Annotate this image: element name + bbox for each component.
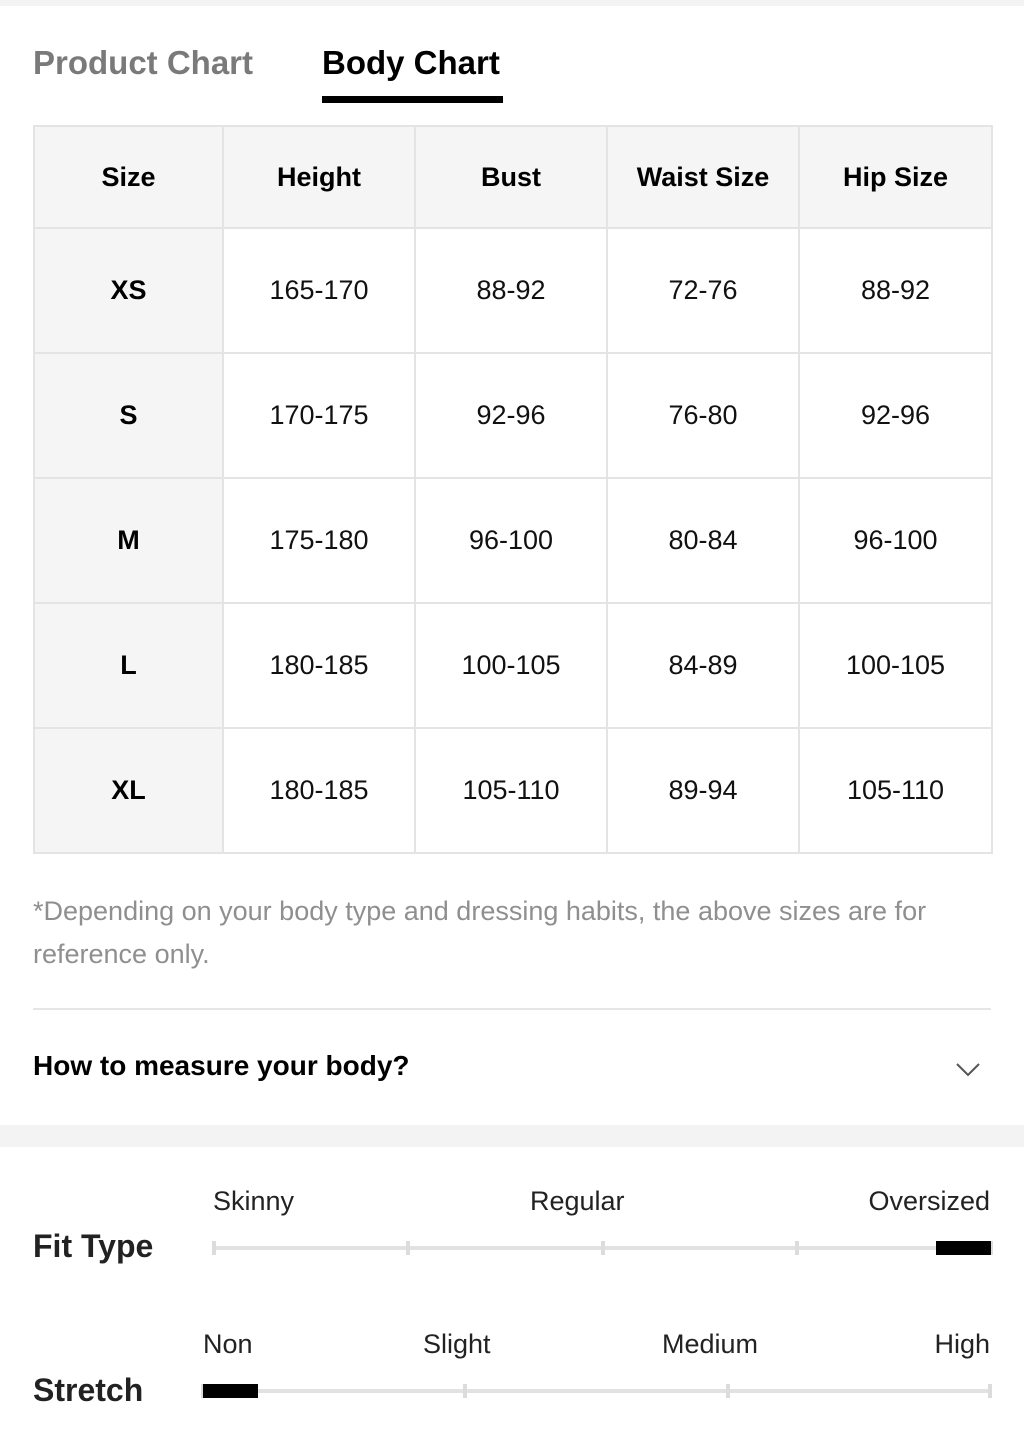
active-tab-underline [322, 96, 503, 103]
stretch-tick [726, 1384, 730, 1398]
height-cell: 175-180 [223, 478, 415, 603]
hip-cell: 96-100 [799, 478, 992, 603]
stretch-label: Stretch [33, 1372, 144, 1408]
stretch-tick [463, 1384, 467, 1398]
waist-cell: 80-84 [607, 478, 799, 603]
table-row [34, 603, 992, 728]
reference-note: *Depending on your body type and dressing habits, the above sizes are for reference only. [33, 896, 927, 969]
height-cell: 180-185 [223, 728, 415, 853]
body-size-table [33, 125, 993, 854]
fit-level-oversized: Oversized [868, 1186, 990, 1216]
stretch-track [203, 1389, 990, 1393]
tab-body-chart[interactable]: Body Chart [322, 44, 500, 81]
table-row [34, 353, 992, 478]
waist-cell: 84-89 [607, 603, 799, 728]
size-cell: M [34, 478, 223, 603]
hip-cell: 105-110 [799, 728, 992, 853]
size-cell: XS [34, 228, 223, 353]
tab-product-chart[interactable]: Product Chart [33, 44, 254, 81]
fit-type-tick [406, 1241, 410, 1255]
fit-type-indicator [936, 1241, 991, 1255]
hip-cell: 88-92 [799, 228, 992, 353]
table-header-row [34, 126, 992, 228]
divider [33, 1008, 991, 1010]
hip-cell: 92-96 [799, 353, 992, 478]
height-cell: 165-170 [223, 228, 415, 353]
header-height: Height [223, 126, 415, 228]
how-to-measure-title: How to measure your body? [33, 1050, 410, 1081]
stretch-level-slight: Slight [423, 1329, 491, 1359]
size-cell: L [34, 603, 223, 728]
fit-type-tick [795, 1241, 799, 1255]
fit-level-regular: Regular [530, 1186, 625, 1216]
fit-type-tick [601, 1241, 605, 1255]
header-hip-size: Hip Size [799, 126, 992, 228]
stretch-tick [988, 1384, 992, 1398]
stretch-level-high: High [934, 1329, 990, 1359]
chart-tabs [33, 44, 993, 106]
how-to-measure-toggle[interactable] [33, 1030, 991, 1106]
waist-cell: 89-94 [607, 728, 799, 853]
size-cell: S [34, 353, 223, 478]
bust-cell: 88-92 [415, 228, 607, 353]
size-cell: XL [34, 728, 223, 853]
bust-cell: 105-110 [415, 728, 607, 853]
table-row [34, 728, 992, 853]
stretch-indicator [203, 1384, 258, 1398]
height-cell: 170-175 [223, 353, 415, 478]
table-row [34, 228, 992, 353]
hip-cell: 100-105 [799, 603, 992, 728]
waist-cell: 76-80 [607, 353, 799, 478]
bust-cell: 96-100 [415, 478, 607, 603]
fit-type-label: Fit Type [33, 1228, 154, 1264]
fit-level-skinny: Skinny [213, 1186, 295, 1216]
bust-cell: 100-105 [415, 603, 607, 728]
waist-cell: 72-76 [607, 228, 799, 353]
top-strip [0, 0, 1024, 6]
header-waist-size: Waist Size [607, 126, 799, 228]
bust-cell: 92-96 [415, 353, 607, 478]
chevron-down-icon [955, 1056, 981, 1082]
stretch-level-medium: Medium [662, 1329, 759, 1359]
fit-type-tick [212, 1241, 216, 1255]
header-bust: Bust [415, 126, 607, 228]
height-cell: 180-185 [223, 603, 415, 728]
header-size: Size [34, 126, 223, 228]
stretch-level-non: Non [203, 1329, 253, 1359]
table-row [34, 478, 992, 603]
section-separator [0, 1125, 1024, 1147]
